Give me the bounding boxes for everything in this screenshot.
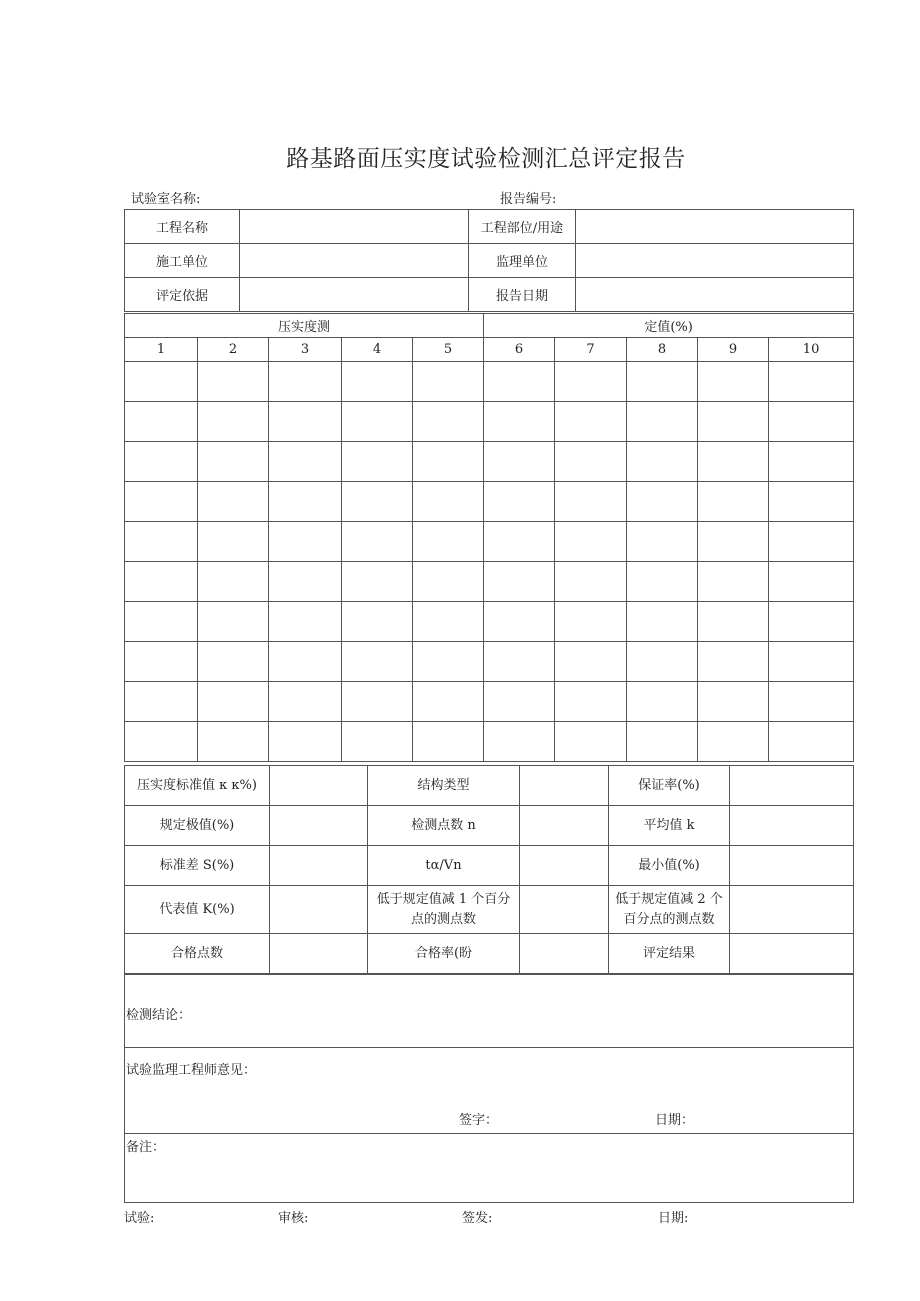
conclusion-label: 检测结论： (126, 1008, 192, 1023)
measure-cell[interactable] (698, 402, 769, 442)
measure-cell[interactable] (269, 522, 342, 562)
contractor-value[interactable] (240, 244, 469, 278)
measure-col-number: 9 (698, 338, 769, 362)
measure-cell[interactable] (555, 602, 627, 642)
measure-col-number: 6 (484, 338, 555, 362)
measure-cell[interactable] (769, 602, 854, 642)
measure-cell[interactable] (269, 602, 342, 642)
measure-cell[interactable] (698, 562, 769, 602)
measure-col-number: 3 (269, 338, 342, 362)
measure-cell[interactable] (769, 442, 854, 482)
measure-cell[interactable] (125, 602, 198, 642)
remark-label: 备注： (126, 1140, 166, 1155)
measure-cell[interactable] (627, 402, 698, 442)
measure-header-right: 定值(%) (484, 314, 854, 338)
measure-cell[interactable] (627, 522, 698, 562)
measure-header-left: 压实度测 (125, 314, 484, 338)
measure-row (125, 642, 854, 682)
measure-cell[interactable] (484, 402, 555, 442)
opinion-cell[interactable] (125, 1048, 854, 1134)
measure-cell[interactable] (555, 682, 627, 722)
stat-pass-rate[interactable] (520, 934, 609, 974)
measure-cell[interactable] (125, 442, 198, 482)
measure-cell[interactable] (484, 602, 555, 642)
measure-cell[interactable] (484, 682, 555, 722)
report-date-value[interactable] (576, 278, 854, 312)
stat-t-alpha[interactable] (520, 846, 609, 886)
measure-cell[interactable] (555, 442, 627, 482)
measure-cell[interactable] (413, 402, 484, 442)
footer-date-label: 日期: (658, 1211, 689, 1226)
measure-col-number: 4 (342, 338, 413, 362)
stat-point-count[interactable] (520, 806, 609, 846)
footer-test-label: 试验: (124, 1211, 155, 1226)
measure-cell[interactable] (125, 722, 198, 762)
measure-cell[interactable] (269, 562, 342, 602)
measure-cell[interactable] (125, 362, 198, 402)
measure-cell[interactable] (484, 562, 555, 602)
stat-standard-value[interactable] (270, 766, 368, 806)
footer-review-label: 审核: (278, 1211, 309, 1226)
measure-cell[interactable] (198, 482, 269, 522)
measure-cell[interactable] (698, 722, 769, 762)
stat-min[interactable] (730, 846, 854, 886)
measure-cell[interactable] (342, 482, 413, 522)
measure-cell[interactable] (413, 362, 484, 402)
stat-std-dev[interactable] (270, 846, 368, 886)
measure-cell[interactable] (198, 442, 269, 482)
measure-cell[interactable] (769, 482, 854, 522)
measure-cell[interactable] (769, 722, 854, 762)
measure-cell[interactable] (413, 642, 484, 682)
measure-cell[interactable] (698, 362, 769, 402)
measure-cell[interactable] (198, 362, 269, 402)
supervisor-label: 监理单位 (469, 244, 576, 278)
measure-cell[interactable] (413, 682, 484, 722)
conclusion-cell[interactable] (125, 975, 854, 1048)
stat-below-1-label: 低于规定值减 1 个百分点的测点数 (368, 886, 520, 934)
measure-col-number: 1 (125, 338, 198, 362)
measure-cell[interactable] (484, 442, 555, 482)
measure-cell[interactable] (698, 442, 769, 482)
measure-cell[interactable] (342, 682, 413, 722)
measure-cell[interactable] (269, 482, 342, 522)
stat-below-2-label: 低于规定值减 2 个百分点的测点数 (609, 886, 730, 934)
measure-cell[interactable] (269, 642, 342, 682)
basis-label: 评定依据 (125, 278, 240, 312)
measure-cell[interactable] (627, 362, 698, 402)
measure-cell[interactable] (698, 642, 769, 682)
supervisor-value[interactable] (576, 244, 854, 278)
measure-cell[interactable] (342, 522, 413, 562)
stat-mean[interactable] (730, 806, 854, 846)
measure-cell[interactable] (269, 682, 342, 722)
measure-cell[interactable] (269, 402, 342, 442)
measure-cell[interactable] (342, 642, 413, 682)
statistics-table (124, 765, 854, 974)
conclusion-table (124, 974, 854, 1203)
measure-cell[interactable] (555, 562, 627, 602)
lab-name-label: 试验室名称: (131, 192, 201, 207)
measure-cell[interactable] (484, 722, 555, 762)
stat-pass-rate-label: 合格率(盼 (368, 934, 520, 974)
measure-cell[interactable] (269, 442, 342, 482)
measure-cell[interactable] (342, 722, 413, 762)
footer-issue-label: 签发: (462, 1211, 493, 1226)
stat-structure-type[interactable] (520, 766, 609, 806)
measure-cell[interactable] (125, 522, 198, 562)
measure-cell[interactable] (125, 562, 198, 602)
project-name-label: 工程名称 (125, 210, 240, 244)
stat-t-alpha-label: tα/Vn (368, 846, 520, 886)
stat-structure-type-label: 结构类型 (368, 766, 520, 806)
stat-limit-value-label: 规定极值(%) (125, 806, 270, 846)
measure-cell[interactable] (125, 642, 198, 682)
measure-col-number: 7 (555, 338, 627, 362)
measure-row (125, 362, 854, 402)
measure-cell[interactable] (769, 362, 854, 402)
measure-cell[interactable] (484, 522, 555, 562)
measure-cell[interactable] (413, 602, 484, 642)
stat-representative-label: 代表值 K(%) (125, 886, 270, 934)
measure-cell[interactable] (125, 682, 198, 722)
compaction-measure-table (124, 313, 854, 762)
measure-cell[interactable] (198, 722, 269, 762)
measure-row (125, 442, 854, 482)
measure-row (125, 402, 854, 442)
measure-cell[interactable] (342, 402, 413, 442)
measure-col-number: 2 (198, 338, 269, 362)
measure-cell[interactable] (198, 602, 269, 642)
measure-cell[interactable] (627, 482, 698, 522)
measure-row (125, 682, 854, 722)
measure-cell[interactable] (125, 402, 198, 442)
stat-mean-label: 平均值 k (609, 806, 730, 846)
measure-cell[interactable] (198, 402, 269, 442)
measure-cell[interactable] (198, 642, 269, 682)
measure-cell[interactable] (555, 402, 627, 442)
measure-col-number: 8 (627, 338, 698, 362)
report-title: 路基路面压实度试验检测汇总评定报告 (286, 146, 686, 172)
report-date-label: 报告日期 (469, 278, 576, 312)
measure-cell[interactable] (555, 642, 627, 682)
measure-cell[interactable] (342, 362, 413, 402)
stat-limit-value[interactable] (270, 806, 368, 846)
measure-cell[interactable] (413, 722, 484, 762)
stat-result-label: 评定结果 (609, 934, 730, 974)
measure-cell[interactable] (484, 362, 555, 402)
measure-cell[interactable] (342, 442, 413, 482)
project-part-label: 工程部位/用途 (469, 210, 576, 244)
measure-row (125, 562, 854, 602)
measure-cell[interactable] (698, 482, 769, 522)
stat-pass-count-label: 合格点数 (125, 934, 270, 974)
opinion-date-label: 日期： (655, 1113, 695, 1128)
measure-cell[interactable] (769, 522, 854, 562)
measure-cell[interactable] (484, 482, 555, 522)
measure-col-number: 5 (413, 338, 484, 362)
measure-cell[interactable] (769, 402, 854, 442)
report-number-label: 报告编号: (500, 192, 557, 207)
stat-result[interactable] (730, 934, 854, 974)
stat-below-1[interactable] (520, 886, 609, 934)
measure-cell[interactable] (413, 522, 484, 562)
measure-cell[interactable] (627, 442, 698, 482)
measure-cell[interactable] (198, 682, 269, 722)
project-info-table (124, 209, 854, 312)
measure-row (125, 522, 854, 562)
measure-row (125, 482, 854, 522)
measure-cell[interactable] (698, 522, 769, 562)
measure-col-number: 10 (769, 338, 854, 362)
project-part-value[interactable] (576, 210, 854, 244)
stat-standard-value-label: 压实度标准值 κ κ%) (125, 766, 270, 806)
stat-pass-count[interactable] (270, 934, 368, 974)
measure-cell[interactable] (198, 562, 269, 602)
measure-cell[interactable] (555, 722, 627, 762)
stat-guarantee-rate-label: 保证率(%) (609, 766, 730, 806)
measure-cell[interactable] (484, 642, 555, 682)
measure-cell[interactable] (413, 482, 484, 522)
basis-value[interactable] (240, 278, 469, 312)
measure-cell[interactable] (342, 602, 413, 642)
measure-cell[interactable] (698, 602, 769, 642)
measure-cell[interactable] (627, 682, 698, 722)
measure-cell[interactable] (769, 642, 854, 682)
stat-guarantee-rate[interactable] (730, 766, 854, 806)
measure-cell[interactable] (627, 602, 698, 642)
stat-point-count-label: 检测点数 n (368, 806, 520, 846)
measure-cell[interactable] (125, 482, 198, 522)
opinion-label: 试验监理工程师意见： (126, 1063, 257, 1078)
measure-cell[interactable] (555, 482, 627, 522)
measure-cell[interactable] (413, 442, 484, 482)
measure-cell[interactable] (413, 562, 484, 602)
stat-std-dev-label: 标准差 S(%) (125, 846, 270, 886)
measure-cell[interactable] (769, 562, 854, 602)
measure-cell[interactable] (627, 562, 698, 602)
measure-cell[interactable] (698, 682, 769, 722)
measure-cell[interactable] (555, 522, 627, 562)
measure-cell[interactable] (627, 642, 698, 682)
measure-cell[interactable] (269, 362, 342, 402)
stat-min-label: 最小值(%) (609, 846, 730, 886)
measure-cell[interactable] (627, 722, 698, 762)
project-name-value[interactable] (240, 210, 469, 244)
measure-row (125, 602, 854, 642)
measure-column-numbers (125, 338, 854, 362)
stat-representative[interactable] (270, 886, 368, 934)
remark-cell[interactable] (125, 1134, 854, 1203)
opinion-sign-label: 签字： (459, 1113, 499, 1128)
measure-cell[interactable] (342, 562, 413, 602)
measure-cell[interactable] (198, 522, 269, 562)
measure-cell[interactable] (555, 362, 627, 402)
measure-cell[interactable] (269, 722, 342, 762)
measure-cell[interactable] (769, 682, 854, 722)
stat-below-2[interactable] (730, 886, 854, 934)
measure-row (125, 722, 854, 762)
contractor-label: 施工单位 (125, 244, 240, 278)
